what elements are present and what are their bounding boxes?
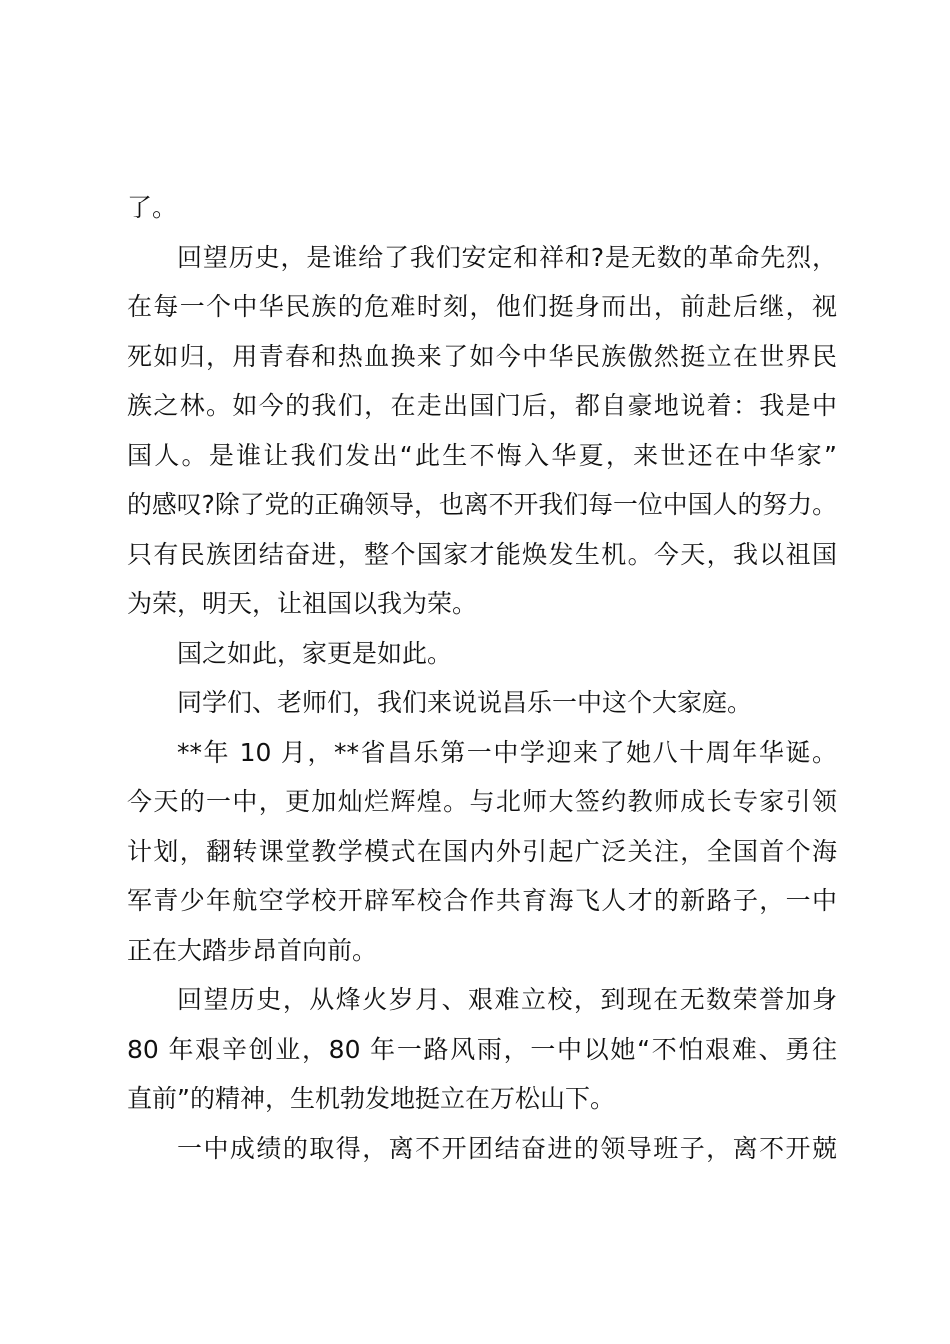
text-line-2: 回望历史，是谁给了我们安定和祥和?是无数的革命先烈， (177, 242, 837, 272)
text-line-11: 同学们、老师们，我们来说说昌乐一中这个大家庭。 (177, 688, 753, 717)
text-line-3: 在每一个中华民族的危难时刻，他们挺身而出，前赴后继，视 (127, 292, 837, 321)
text-line-1: 了。 (127, 193, 178, 222)
body-text (127, 183, 837, 1173)
text-line-20: 一中成绩的取得，离不开团结奋进的领导班子，离不开兢 (177, 1133, 837, 1163)
text-line-18: 80 年艰辛创业，80 年一路风雨，一中以她“不怕艰难、勇往 (127, 1034, 837, 1064)
text-line-14: 计划，翻转课堂教学模式在国内外引起广泛关注，全国首个海 (127, 836, 837, 866)
text-line-9: 为荣，明天，让祖国以我为荣。 (127, 589, 478, 618)
text-line-10: 国之如此，家更是如此。 (177, 638, 453, 668)
text-line-17: 回望历史，从烽火岁月、艰难立校，到现在无数荣誉加身 (177, 985, 837, 1014)
text-line-5: 族之林。如今的我们，在走出国门后，都自豪地说着：我是中 (127, 391, 837, 420)
text-line-16: 正在大踏步昂首向前。 (127, 935, 378, 965)
text-line-13: 今天的一中，更加灿烂辉煌。与北师大签约教师成长专家引领 (127, 787, 837, 816)
text-line-6: 国人。是谁让我们发出“此生不悔入华夏，来世还在中华家” (127, 440, 837, 470)
text-line-19: 直前”的精神，生机勃发地挺立在万松山下。 (127, 1084, 615, 1113)
text-line-7: 的感叹?除了党的正确领导，也离不开我们每一位中国人的努力。 (127, 490, 837, 519)
text-line-8: 只有民族团结奋进，整个国家才能焕发生机。今天，我以祖国 (127, 539, 837, 569)
text-line-12: **年 10 月，**省昌乐第一中学迎来了她八十周年华诞。 (177, 737, 837, 767)
text-line-4: 死如归，用青春和热血换来了如今中华民族傲然挺立在世界民 (127, 341, 837, 371)
text-line-15: 军青少年航空学校开辟军校合作共育海飞人才的新路子，一中 (127, 886, 837, 915)
